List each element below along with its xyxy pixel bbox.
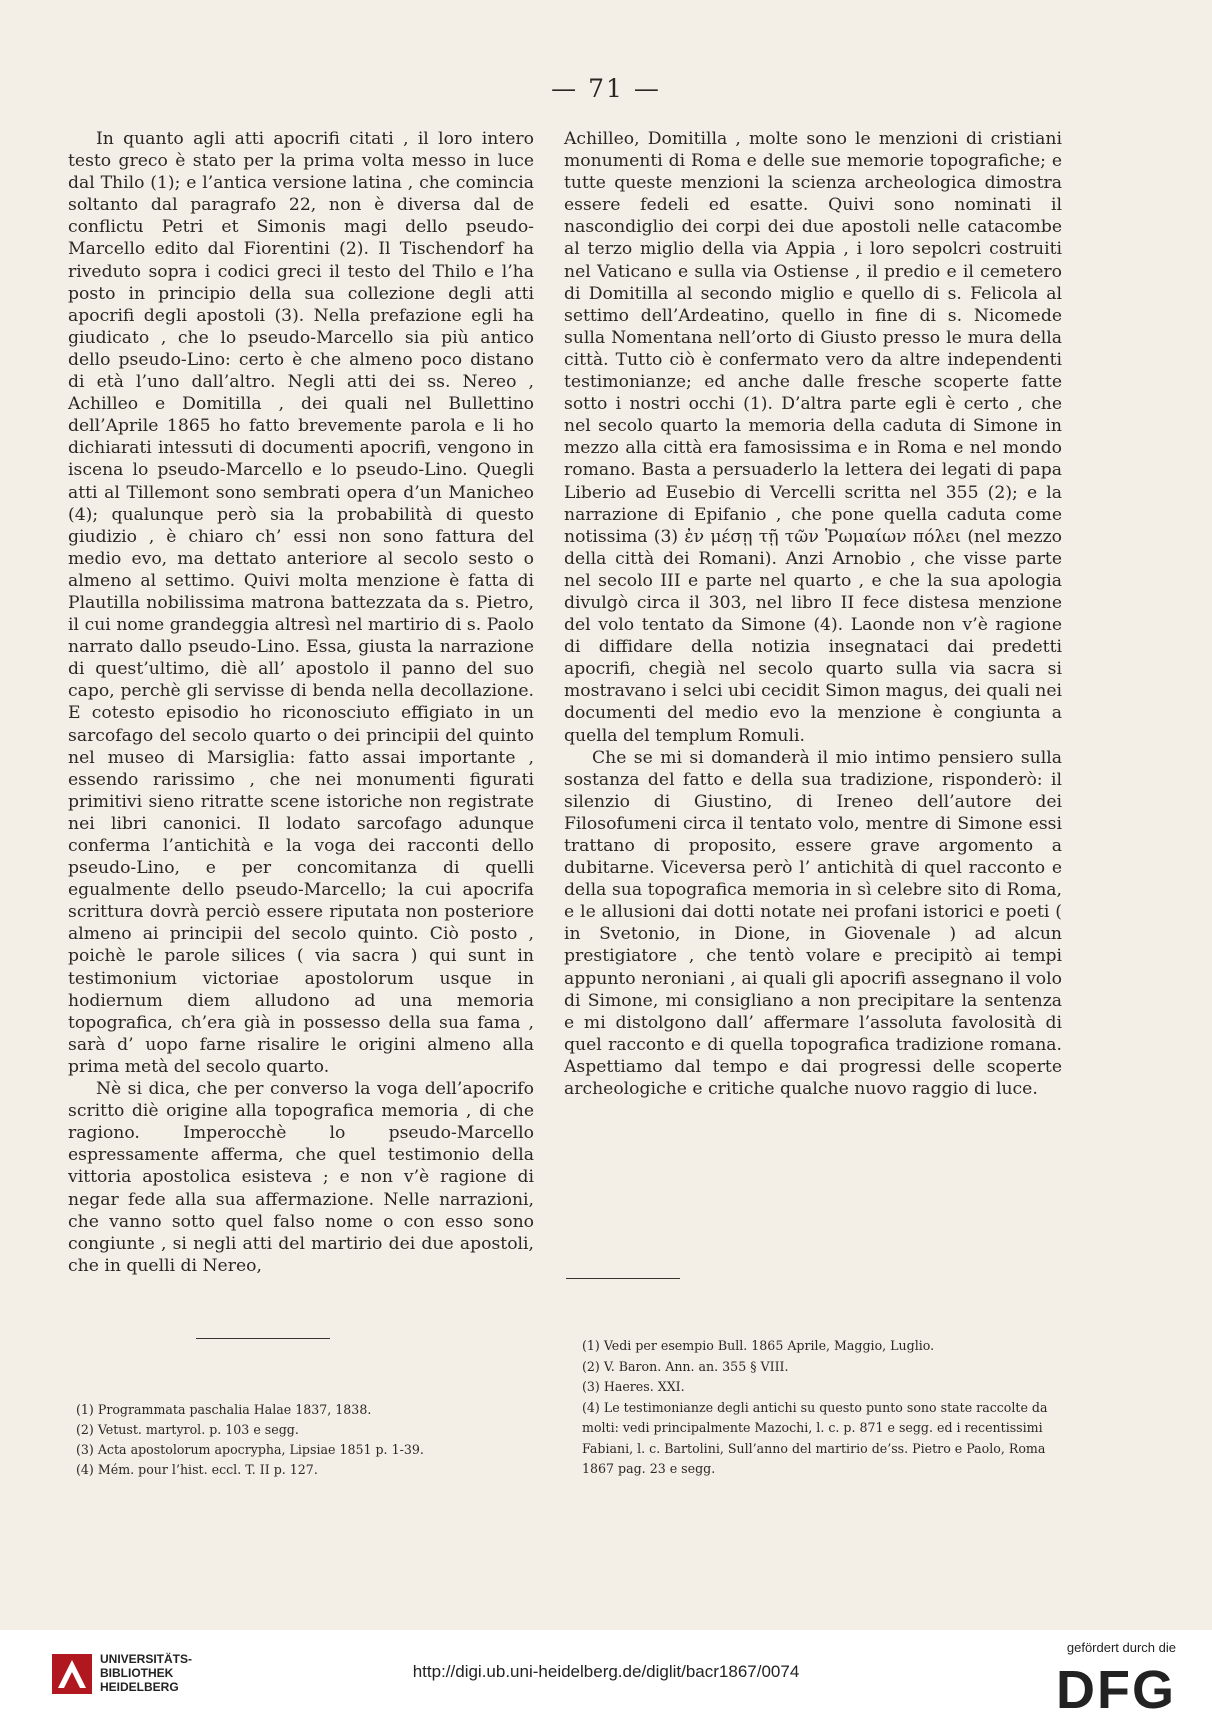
left-paragraph-1: In quanto agli atti apocrifi citati , il loro intero testo greco è stato per la prima volta messo in luce dal Thilo (1); e l’antica versione latina , che comincia soltanto dal paragrafo 22, non è diversa dal de conflictu Petri et Simonis magi dello pseudo-Marcello edito dal Fiorentini (2). Il Tischendorf ha riveduto sopra i codici greci il testo del Thilo e l’ha posto in principio della sua collezione degli atti apocrifi degli apostoli (3). Nella prefazione egli ha giudicato , che lo pseudo-Marcello sia più antico dello pseudo-Lino: certo è che almeno poco distano di età l’uno dall’altro. Negli atti dei ss. Nereo , Achilleo e Domitilla , dei quali nel Bullettino dell’Aprile 1865 ho fatto brevemente parola e li ho dichiarati intessuti di documenti apocrifi, vengono in iscena lo pseudo-Marcello e lo pseudo-Lino. Quegli atti al Tillemont sono sembrati opera d’un Manicheo (4); qualunque però sia la probabilità di questo giudizio , è chiaro ch’ essi non sono fattura del medio evo, ma dettato anteriore al secolo sesto o almeno al settimo. Quivi molta menzione è fatta di Plautilla nobilissima matrona battezzata da s. Pietro, il cui nome grandeggia altresì nel martirio di s. Paolo narrato dallo pseudo-Lino. Essa, giusta la narrazione di quest’ultimo, diè all’ apostolo il panno del suo capo, perchè gli servisse di benda nella decollazione. E cotesto episodio ho riconosciuto effigiato in un sarcofago del secolo quarto o dei principii del quinto nel museo di Marsiglia: fatto assai importante , essendo rarissimo , che nei monumenti figurati primitivi sieno ritratte scene istoriche non registrate nei libri canonici. Il lodato sarcofago adunque conferma l’antichità e la voga dei racconti dello pseudo-Lino, e per concomitanza di quelli egualmente dello pseudo-Marcello; la cui apocrifa scrittura dovrà perciò essere riputata non posteriore almeno ai principii del secolo quinto. Ciò posto , poichè le parole silices ( via sacra ) qui sunt in testimonium victoriae apostolorum usque in hodiernum diem alludono ad una memoria topografica, ch’era già in possesso della sua fama , sarà d’ uopo farne risalire le origini almeno alla prima metà del secolo quarto.: [68, 129, 534, 1077]
dfg-logo: DFG: [1056, 1660, 1176, 1720]
footnote-left-3: (3) Acta apostolorum apocrypha, Lipsiae 1851 p. 1-39.: [76, 1442, 424, 1457]
right-paragraph-2: Che se mi si domanderà il mio intimo pensiero sulla sostanza del fatto e della sua tradizione, risponderò: il silenzio di Giustino, di Ireneo dell’autore dei Filosofumeni circa il tentato volo, mentre di Simone essi trattano di proposito, essere grave argomento a dubitarne. Viceversa però l’ antichità di quel racconto e della sua topografica memoria in sì celebre sito di Roma, e le allusioni dai dotti notate nei profani istorici e poeti ( in Svetonio, in Dione, in Giovenale ) ad alcun prestigiatore , che tentò volare e precipitò ai tempi appunto neroniani , ai quali gli apocrifi assegnano il volo di Simone, mi consigliano a non precipitare la sentenza e mi distolgono dall’ affermare l’assoluta favolosità di quel racconto e di quella topografica tradizione romana. Aspettiamo dal tempo e dai progressi delle scoperte archeologiche e critiche qualche nuovo raggio di luce.: [564, 747, 1062, 1100]
left-paragraph-2: Nè si dica, che per converso la voga dell’apocrifo scritto diè origine alla topografica memoria , di che ragiono. Imperocchè lo pseudo-Marcello espressamente afferma, che quel testimonio della vittoria apostolica esisteva ; e non v’è ragione di negar fede alla sua affermazione. Nelle narrazioni, che vanno sotto quel falso nome o con esso sono congiunte , si negli atti del martirio dei due apostoli, che in quelli di Nereo,: [68, 1079, 534, 1276]
left-column: [68, 128, 534, 1277]
footnote-left-2: (2) Vetust. martyrol. p. 103 e segg.: [76, 1422, 299, 1437]
library-name-line3: HEIDELBERG: [100, 1680, 179, 1694]
right-column: [564, 128, 1062, 1100]
page-number: — 71 —: [551, 74, 661, 103]
footnotes-left: [76, 1400, 516, 1480]
footnote-divider-right: [566, 1278, 680, 1279]
footnote-right-4: (4) Le testimonianze degli antichi su questo punto sono state raccolte da molti: vedi principalmente Mazochi, l. c. p. 871 e segg. ed i recentissimi Fabiani, l. c. Bartolini, Sull’anno del martirio de’ss. Pietro e Paolo, Roma 1867 pag. 23 e segg.: [582, 1399, 1048, 1476]
funded-by-label: gefördert durch die: [1066, 1640, 1176, 1655]
footnote-right-3: (3) Haeres. XXI.: [582, 1379, 685, 1394]
footnote-left-4: (4) Mém. pour l’hist. eccl. T. II p. 127.: [76, 1462, 318, 1477]
document-url-link[interactable]: http://digi.ub.uni-heidelberg.de/diglit/bacr1867/0074: [412, 1662, 800, 1681]
footnote-right-1: (1) Vedi per esempio Bull. 1865 Aprile, Maggio, Luglio.: [582, 1338, 935, 1353]
footnote-divider-left: [196, 1338, 330, 1339]
library-name-line2: BIBLIOTHEK: [100, 1666, 174, 1680]
footer-bar: [0, 1630, 1212, 1731]
footnote-left-1: (1) Programmata paschalia Halae 1837, 1838.: [76, 1402, 372, 1417]
right-paragraph-1: Achilleo, Domitilla , molte sono le menzioni di cristiani monumenti di Roma e delle sue memorie topografiche; e tutte queste menzioni la scienza archeologica dimostra essere fedeli ed esatte. Quivi sono nominati il nascondiglio dei corpi dei due apostoli nelle catacombe al terzo miglio della via Appia , i loro sepolcri costruiti nel Vaticano e sulla via Ostiense , il predio e il cemetero di Domitilla al secondo miglio e quello di s. Felicola al settimo dell’Ardeatino, quello in fine di s. Nicomede sulla Nomentana nell’orto di Giusto presso le mura della città. Tutto ciò è confermato vero da altre independenti testimonianze; ed anche dalle fresche scoperte fatte sotto i nostri occhi (1). D’altra parte egli è certo , che nel secolo quarto la memoria della caduta di Simone in mezzo alla città era famosissima e in Roma e nel mondo romano. Basta a persuaderlo la lettera dei legati di papa Liberio ad Eusebio di Vercelli scritta nel 355 (2); e la narrazione di Epifanio , che pone quella caduta come notissima (3) ἐν μέσῃ τῇ τῶν Ῥωμαίων πόλει (nel mezzo della città dei Romani). Anzi Arnobio , che visse parte nel secolo III e parte nel quarto , e che la sua apologia divulgò circa il 303, nel libro II fece distesa menzione del volo tentato da Simone (4). Laonde non v’è ragione di diffidare della notizia insegnataci dai predetti apocrifi, chegià nel secolo quarto sulla via sacra si mostravano i selci ubi cecidit Simon magus, dei quali nei documenti del medio evo la menzione è congiunta a quella del templum Romuli.: [564, 129, 1062, 746]
footnotes-right: [582, 1336, 1062, 1480]
footnote-right-2: (2) V. Baron. Ann. an. 355 § VIII.: [582, 1358, 789, 1374]
library-name-line1: UNIVERSITÄTS-: [100, 1652, 193, 1666]
